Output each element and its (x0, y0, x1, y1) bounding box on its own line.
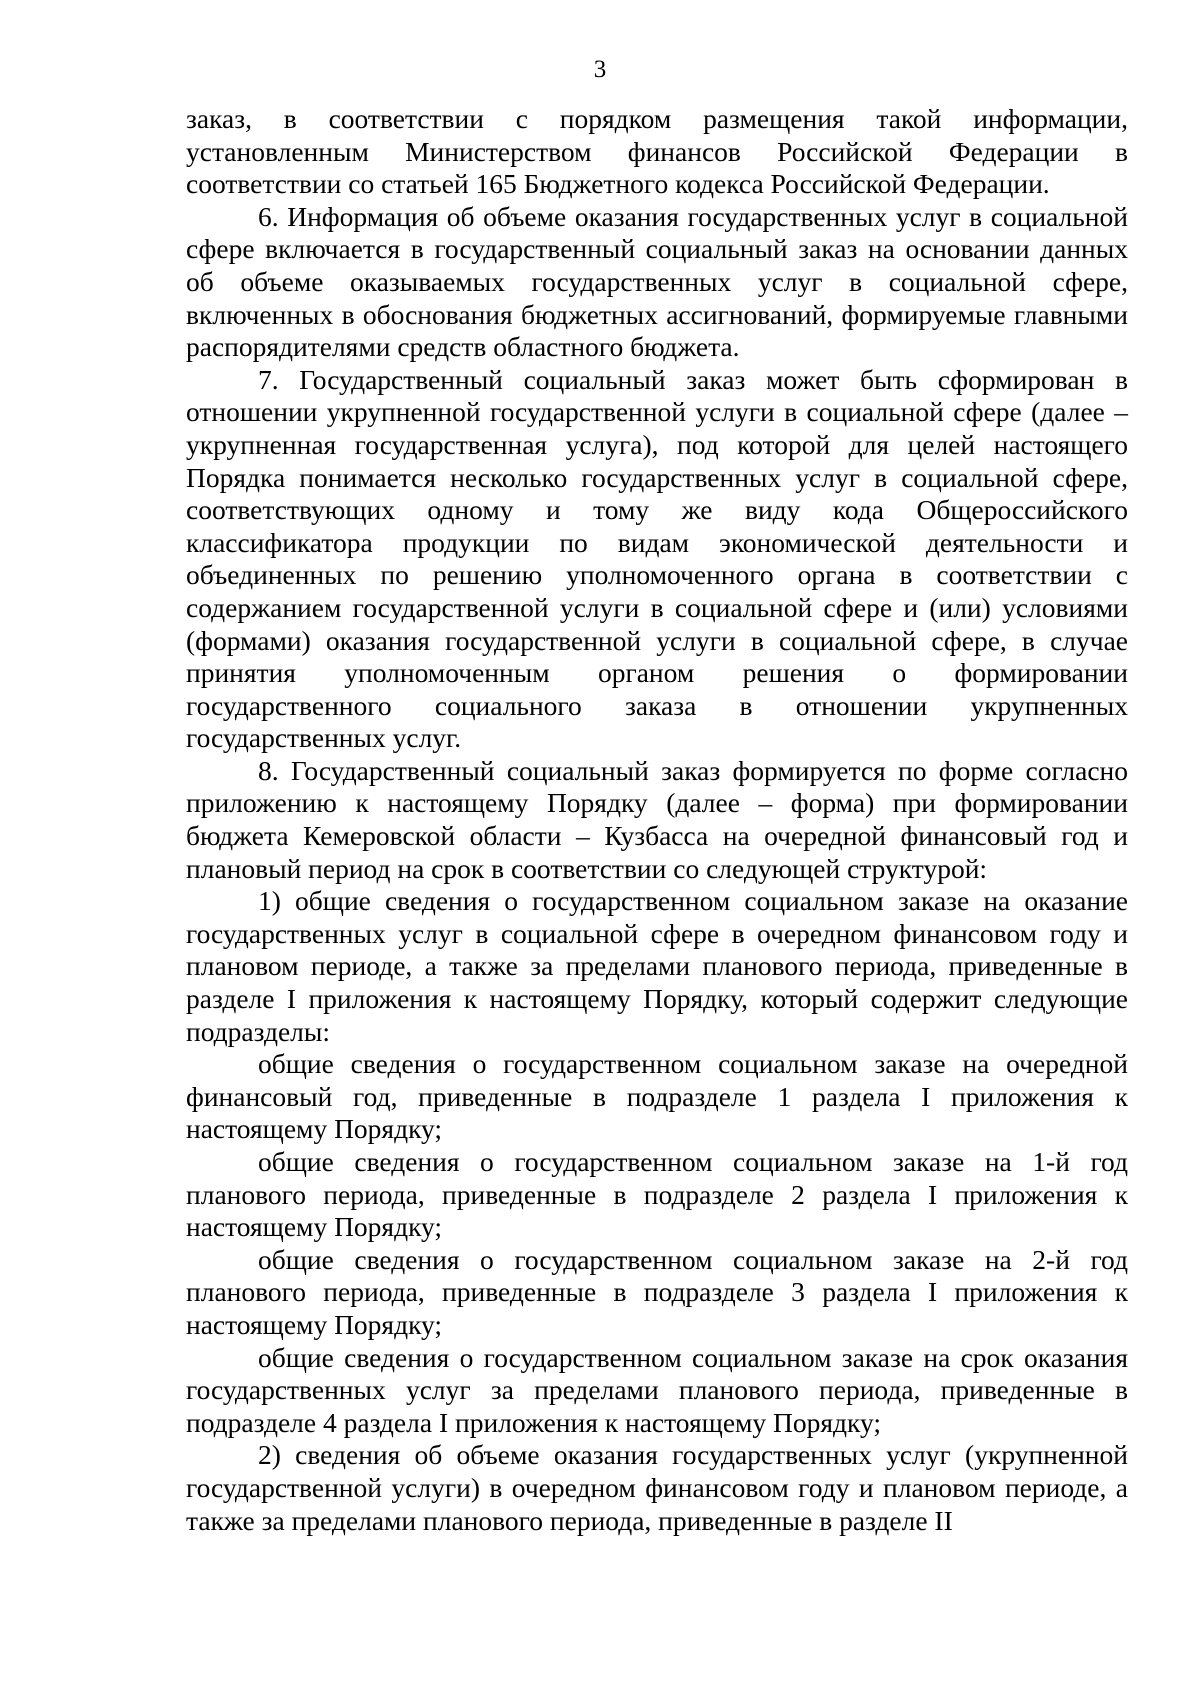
paragraph-subsection-3: общие сведения о государственном социальном заказе на 2-й год планового периода, приведенные в подразделе 3 раздела I приложения к настоящему Порядку; (186, 1243, 1128, 1340)
paragraph-subitem-1: 1) общие сведения о государственном социальном заказе на оказание государственных услуг в социальной сфере в очередном финансовом году и плановом периоде, а также за пределами планового периода, приведенные в разделе I приложения к настоящему Порядку, который содержит следующие подразделы: (186, 885, 1128, 1047)
paragraph-item-6: 6. Информация об объеме оказания государственных услуг в социальной сфере включается в государственный социальный заказ на основании данных об объеме оказываемых государственных услуг в социальной сфере, включенных в обоснования бюджетных ассигнований, формируемые главными распорядителями средств областного бюджета. (186, 200, 1128, 363)
page-number: 3 (593, 56, 607, 83)
paragraph-item-8: 8. Государственный социальный заказ формируется по форме согласно приложению к настоящему Порядку (далее – форма) при формировании бюджета Кемеровской области – Кузбасса на очередной финансовый год и плановый период на срок в соответствии со следующей структурой: (186, 754, 1128, 884)
paragraph-subsection-1: общие сведения о государственном социальном заказе на очередной финансовый год, приведенные в подразделе 1 раздела I приложения к настоящему Порядку; (186, 1048, 1128, 1145)
paragraph-subitem-2: 2) сведения об объеме оказания государственных услуг (укрупненной государственной услуги) в очередном финансовом году и плановом периоде, а также за пределами планового периода, приведенные в разделе II (186, 1439, 1128, 1536)
paragraph-subsection-2: общие сведения о государственном социальном заказе на 1-й год планового периода, приведенные в подразделе 2 раздела I приложения к настоящему Порядку; (186, 1146, 1128, 1243)
paragraph-subsection-4: общие сведения о государственном социальном заказе на срок оказания государственных услуг за пределами планового периода, приведенные в подразделе 4 раздела I приложения к настоящему Порядку; (186, 1341, 1128, 1438)
paragraph-continuation: заказ, в соответствии с порядком размещения такой информации, установленным Министерством финансов Российской Федерации в соответствии со статьей 165 Бюджетного кодекса Российской Федерации. (186, 103, 1128, 200)
paragraph-item-7: 7. Государственный социальный заказ может быть сформирован в отношении укрупненной государственной услуги в социальной сфере (далее – укрупненная государственная услуга), под которой для целей настоящего Порядка понимается несколько государственных услуг в социальной сфере, соответствующих одному и тому же виду кода Общероссийского классификатора продукции по видам экономической деятельности и объединенных по решению уполномоченного органа в соответствии с содержанием государственной услуги в социальной сфере и (или) условиями (формами) оказания государственной услуги в социальной сфере, в случае принятия уполномоченным органом решения о формировании государственного социального заказа в отношении укрупненных государственных услуг. (186, 363, 1128, 754)
document-body (186, 103, 1128, 1537)
